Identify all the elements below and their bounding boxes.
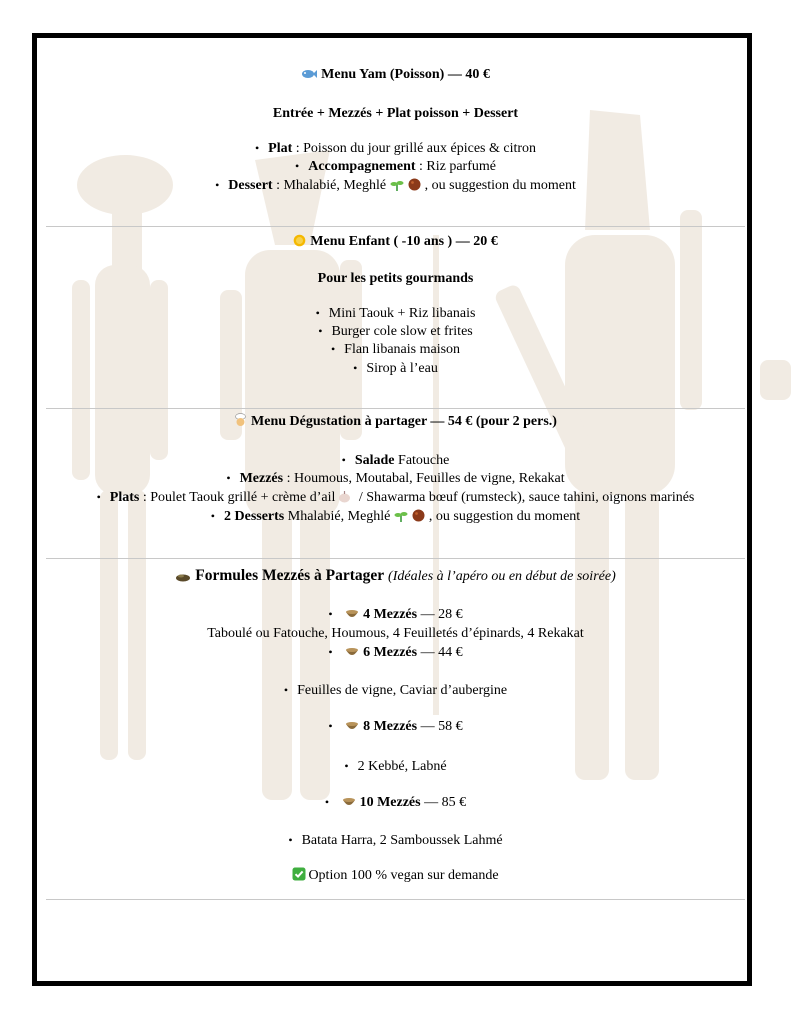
- olive-icon: [175, 569, 191, 586]
- vegan-note: Option 100 % vegan sur demande: [0, 867, 791, 886]
- bowl-icon: [345, 720, 359, 737]
- list-item: • 2 Desserts Mhalabié, Meghlé , ou suggestion du moment: [0, 508, 791, 527]
- seedling-icon: [394, 510, 408, 527]
- garlic-icon: [338, 491, 351, 508]
- menu-enfant-subtitle: Pour les petits gourmands: [317, 271, 474, 286]
- fish-icon: [301, 68, 317, 85]
- coconut-icon: [412, 509, 425, 527]
- list-item: • Salade Fatouche: [0, 452, 791, 469]
- bowl-icon: [345, 646, 359, 663]
- sun-icon: [293, 234, 306, 252]
- list-item: • 6 Mezzés — 44 €: [0, 644, 791, 663]
- check-mark-icon: [292, 867, 306, 886]
- seedling-icon: [390, 179, 404, 196]
- menu-enfant-title: Menu Enfant ( -10 ans ) — 20 €: [0, 233, 791, 252]
- list-item: • 10 Mezzés — 85 €: [0, 794, 791, 813]
- cook-icon: [234, 413, 247, 432]
- coconut-icon: [408, 178, 421, 196]
- section-divider: [46, 408, 745, 409]
- list-item: • Plat : Poisson du jour grillé aux épices & citron: [0, 140, 791, 157]
- list-item: • Mini Taouk + Riz libanais: [0, 305, 791, 322]
- formules-title: Formules Mezzés à Partager (Idéales à l’apéro ou en début de soirée): [0, 567, 791, 586]
- list-item: • Batata Harra, 2 Samboussek Lahmé: [0, 832, 791, 849]
- list-item: • 2 Kebbé, Labné: [0, 758, 791, 775]
- list-item: • 8 Mezzés — 58 €: [0, 718, 791, 737]
- menu-yam-title: Menu Yam (Poisson) — 40 €: [0, 66, 791, 85]
- menu-yam-subtitle: Entrée + Mezzés + Plat poisson + Dessert: [272, 106, 519, 121]
- list-item: • Accompagnement : Riz parfumé: [0, 158, 791, 175]
- list-item: • Sirop à l’eau: [0, 360, 791, 377]
- list-item: • Plats : Poulet Taouk grillé + crème d’ail / Shawarma bœuf (rumsteck), sauce tahini, oignons marinés: [0, 489, 791, 508]
- list-item: • Flan libanais maison: [0, 341, 791, 358]
- list-item: • Burger cole slow et frites: [0, 323, 791, 340]
- section-divider: [46, 899, 745, 900]
- section-divider: [46, 226, 745, 227]
- list-item: • 4 Mezzés — 28 €: [0, 606, 791, 625]
- list-item: • Mezzés : Houmous, Moutabal, Feuilles de vigne, Rekakat: [0, 470, 791, 487]
- list-item: • Feuilles de vigne, Caviar d’aubergine: [0, 682, 791, 699]
- bowl-icon: [342, 796, 356, 813]
- formule-4-detail: Taboulé ou Fatouche, Houmous, 4 Feuilletés d’épinards, 4 Rekakat: [207, 626, 584, 641]
- bowl-icon: [345, 608, 359, 625]
- menu-degustation-title: Menu Dégustation à partager — 54 € (pour 2 pers.): [0, 413, 791, 432]
- section-divider: [46, 558, 745, 559]
- list-item: • Dessert : Mhalabié, Meghlé , ou suggestion du moment: [0, 177, 791, 196]
